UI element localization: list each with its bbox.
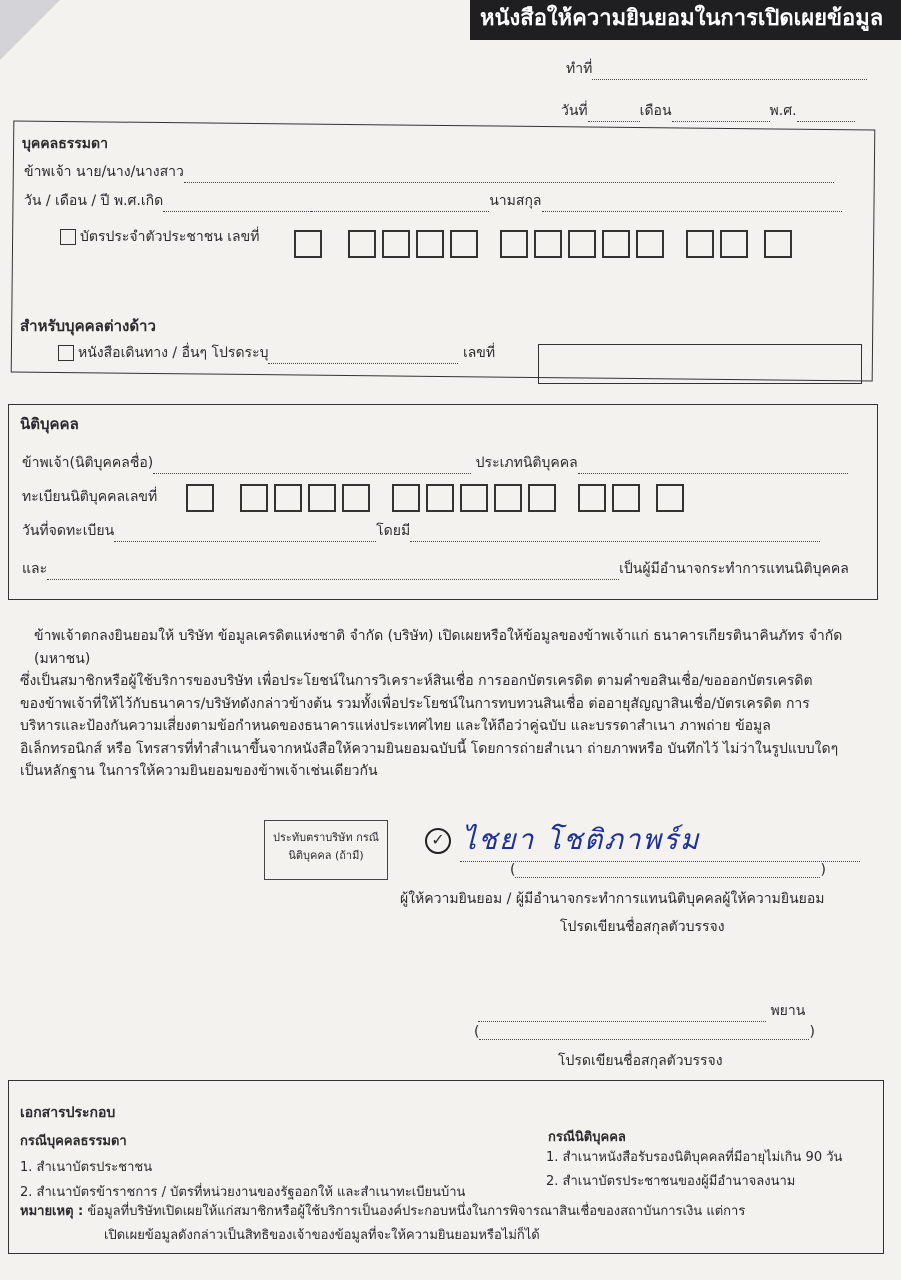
witness-print-name-line[interactable]: ( ) bbox=[474, 1024, 815, 1040]
natural-attachments-heading: กรณีบุคคลธรรมดา bbox=[20, 1134, 127, 1149]
passport-type-field[interactable] bbox=[268, 351, 458, 364]
reg-row bbox=[22, 486, 157, 508]
juristic-attachments-heading: กรณีนิติบุคคล bbox=[548, 1130, 626, 1145]
dob-field[interactable] bbox=[163, 199, 311, 212]
reg-date-field[interactable] bbox=[114, 529, 376, 542]
by-field[interactable] bbox=[410, 529, 820, 542]
company-stamp-box: ประทับตราบริษัท กรณีนิติบุคคล (ถ้ามี) bbox=[264, 820, 388, 880]
month-label: เดือน bbox=[639, 103, 672, 119]
juristic-heading: นิติบุคคล bbox=[20, 415, 79, 433]
signer-print-caption: โปรดเขียนชื่อสกุลตัวบรรจง bbox=[560, 919, 725, 935]
name-line bbox=[24, 161, 834, 183]
dob-line bbox=[24, 190, 842, 212]
handwritten-signature: ไชยา โชติภาพร์ม bbox=[462, 823, 701, 856]
attachments-heading: เอกสารประกอบ bbox=[20, 1105, 116, 1121]
year-label: พ.ศ. bbox=[769, 103, 797, 119]
juristic-type-field[interactable] bbox=[578, 461, 848, 474]
id-card-label: บัตรประจำตัวประชาชน bbox=[80, 229, 223, 245]
reg-date-line bbox=[22, 520, 820, 542]
authorized-label: เป็นผู้มีอำนาจกระทำการแทนนิติบุคคล bbox=[619, 561, 849, 577]
dob-label: วัน / เดือน / ปี พ.ศ.เกิด bbox=[24, 193, 164, 209]
passport-label: หนังสือเดินทาง / อื่นๆ โปรดระบุ bbox=[78, 345, 269, 361]
folded-corner bbox=[0, 0, 60, 60]
by-label: โดยมี bbox=[376, 523, 411, 539]
consent-line: เป็นหลักฐาน ในการให้ความยินยอมของข้าพเจ้าเช่นเดียวกัน bbox=[20, 763, 378, 779]
juristic-attachment-item: 2. สำเนาบัตรประชาชนของผู้มีอำนาจลงนาม bbox=[546, 1174, 796, 1189]
and-label: และ bbox=[22, 561, 48, 577]
witness-print-caption: โปรดเขียนชื่อสกุลตัวบรรจง bbox=[558, 1053, 723, 1069]
id-number-label: เลขที่ bbox=[227, 229, 260, 245]
juristic-attachment-item: 1. สำเนาหนังสือรับรองนิติบุคคลที่มีอายุไม่เกิน 90 วัน bbox=[546, 1150, 843, 1165]
surname-label: นามสกุล bbox=[489, 193, 542, 209]
reg-date-label: วันที่จดทะเบียน bbox=[22, 523, 115, 539]
place-line bbox=[566, 58, 867, 80]
date-line bbox=[561, 100, 855, 122]
natural-attachment-item: 2. สำเนาบัตรข้าราชการ / บัตรที่หน่วยงานของรัฐออกให้ และสำเนาทะเบียนบ้าน bbox=[20, 1185, 466, 1200]
passport-number-field[interactable] bbox=[538, 344, 862, 384]
juristic-name-line bbox=[22, 452, 848, 474]
consent-line: ของข้าพเจ้าที่ให้ไว้กับธนาคาร/บริษัทดังกล่าวข้างต้น รวมทั้งเพื่อประโยชน์ในการทบทวนสินเชื่อ ต่ออายุสัญญาสินเชื่อ/บัตรเครดิต การ bbox=[20, 695, 810, 712]
consent-line: บริหารและป้องกันความเสี่ยงตามข้อกำหนดของธนาคารแห่งประเทศไทย และให้ถือว่าคู่ฉบับ และบรรดาสำเนา ภาพถ่าย ข้อมูล bbox=[20, 718, 771, 734]
id-card-row bbox=[60, 226, 259, 248]
juristic-type-label: ประเภทนิติบุคคล bbox=[475, 455, 578, 471]
reg-number-boxes[interactable] bbox=[186, 484, 690, 512]
passport-row bbox=[58, 342, 495, 364]
signer-print-name-line[interactable]: ( ) bbox=[510, 862, 826, 878]
witness-line[interactable] bbox=[478, 1000, 805, 1022]
and-field[interactable] bbox=[47, 567, 619, 580]
consent-line: ข้าพเจ้าตกลงยินยอมให้ บริษัท ข้อมูลเครดิตแห่งชาติ จำกัด (บริษัท) เปิดเผยหรือให้ข้อมูลของข้าพเจ้าแก่ ธนาคารเกียรตินาคินภัทร จำกัด (มหาชน) bbox=[34, 628, 843, 667]
consent-line: ซึ่งเป็นสมาชิกหรือผู้ใช้บริการของบริษัท เพื่อประโยชน์ในการวิเคราะห์สินเชื่อ การออกบัตรเครดิต ตามคำขอสินเชื่อ/ขอออกบัตรเครดิต bbox=[20, 673, 813, 689]
id-card-checkbox[interactable] bbox=[60, 229, 76, 245]
consent-line: อิเล็กทรอนิกส์ หรือ โทรสารที่ทำสำเนาขึ้นจากหนังสือให้ความยินยอมฉบับนี้ โดยการถ่ายสำเนา ถ่ายภาพหรือ บันทึกไว้ ไม่ว่าในรูปแบบใดๆ bbox=[20, 740, 839, 757]
passport-checkbox[interactable] bbox=[58, 345, 74, 361]
place-label: ทำที่ bbox=[566, 61, 593, 77]
signature-line[interactable] bbox=[460, 846, 860, 862]
note-line-2: เปิดเผยข้อมูลดังกล่าวเป็นสิทธิของเจ้าของข้อมูลที่จะให้ความยินยอมหรือไม่ก็ได้ bbox=[104, 1228, 540, 1243]
and-line bbox=[22, 558, 849, 580]
form-title: หนังสือให้ความยินยอมในการเปิดเผยข้อมูล bbox=[470, 0, 901, 40]
foreigner-heading: สำหรับบุคคลต่างด้าว bbox=[20, 317, 156, 335]
name-field[interactable] bbox=[184, 170, 834, 183]
juristic-name-label: ข้าพเจ้า(นิติบุคคลชื่อ) bbox=[22, 455, 154, 471]
surname-field[interactable] bbox=[542, 199, 842, 212]
day-label: วันที่ bbox=[561, 103, 588, 119]
id-number-boxes[interactable] bbox=[294, 230, 798, 258]
natural-attachment-item: 1. สำเนาบัตรประชาชน bbox=[20, 1160, 153, 1175]
passport-number-label: เลขที่ bbox=[462, 345, 496, 361]
signer-caption: ผู้ให้ความยินยอม / ผู้มีอำนาจกระทำการแทนนิติบุคคลผู้ให้ความยินยอม bbox=[400, 891, 825, 907]
note-text: ข้อมูลที่บริษัทเปิดเผยให้แก่สมาชิกหรือผู้ใช้บริการเป็นองค์ประกอบหนึ่งในการพิจารณาสินเชื่อของสถาบันการเงิน แต่การ bbox=[87, 1204, 746, 1219]
note-line-1 bbox=[20, 1200, 745, 1221]
natural-heading: บุคคลธรรมดา bbox=[22, 136, 108, 152]
note-label: หมายเหตุ : bbox=[20, 1204, 84, 1219]
reg-label: ทะเบียนนิติบุคคลเลขที่ bbox=[22, 489, 158, 505]
witness-label: พยาน bbox=[770, 1003, 806, 1019]
juristic-name-field[interactable] bbox=[153, 461, 471, 474]
checkmark-icon: ✓ bbox=[425, 828, 451, 854]
consent-paragraph bbox=[20, 625, 880, 783]
name-label: ข้าพเจ้า นาย/นาง/นางสาว bbox=[24, 164, 184, 180]
